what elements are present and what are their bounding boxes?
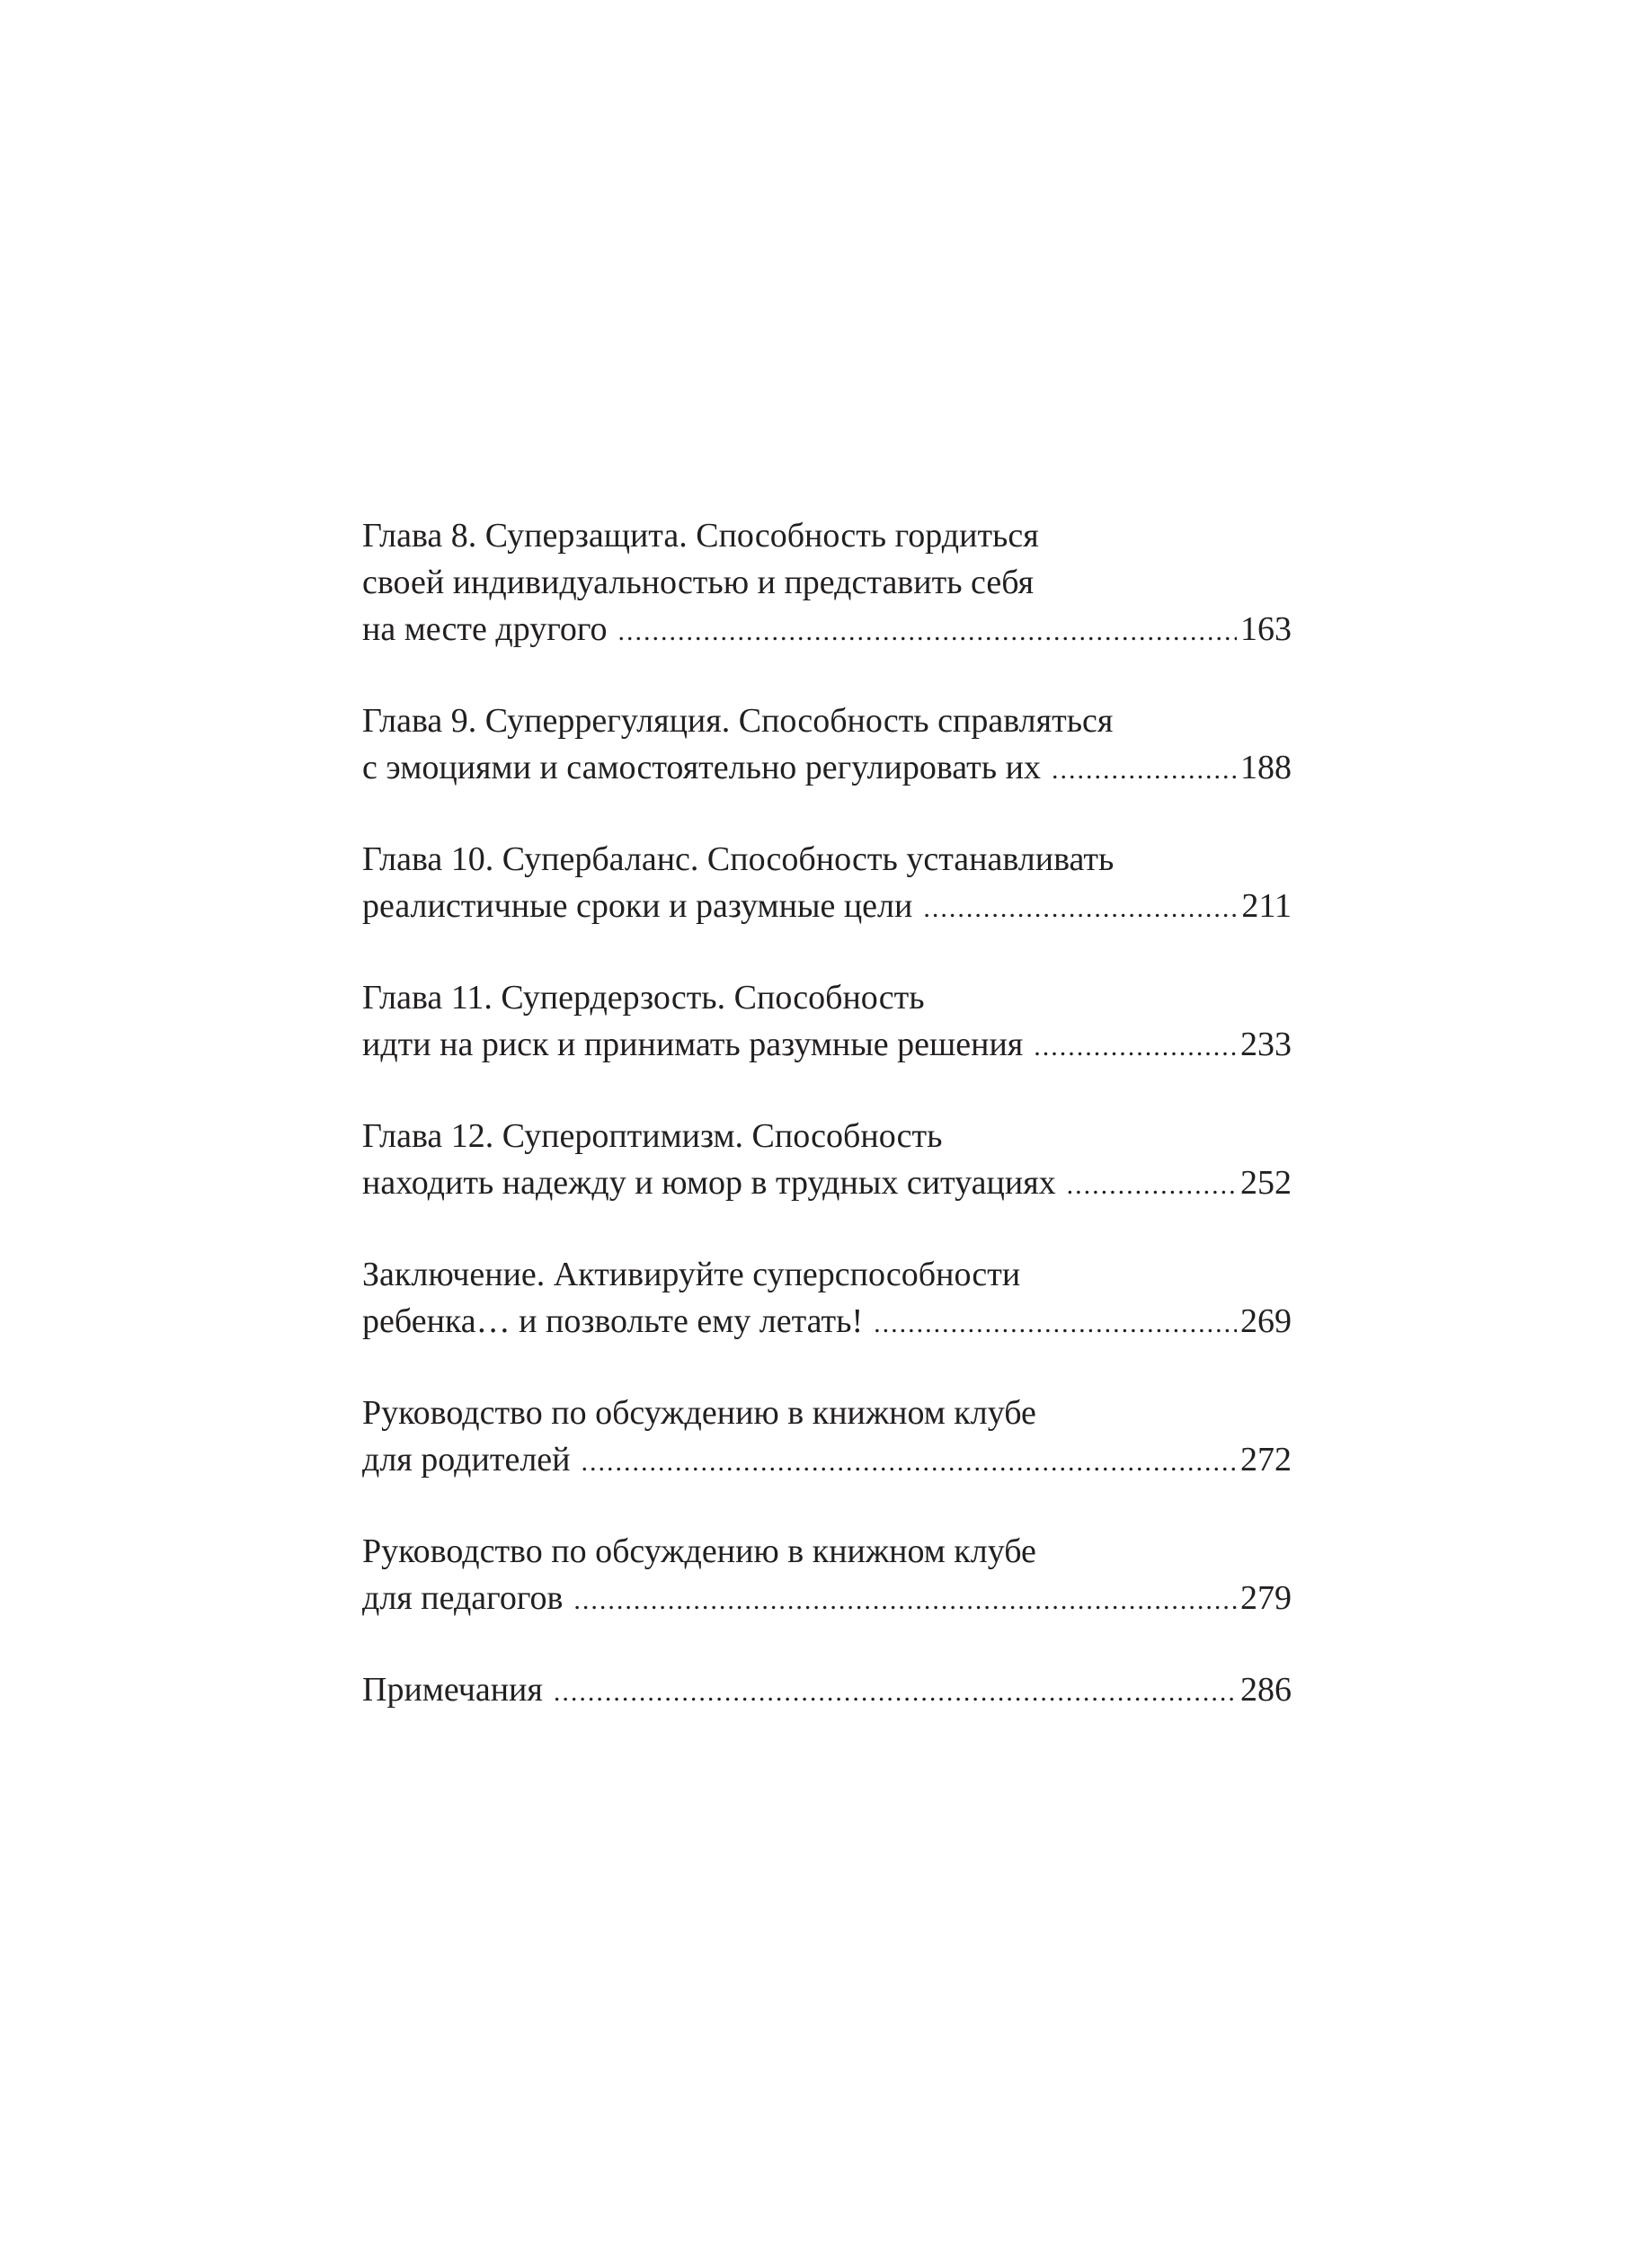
dot-leader	[582, 1439, 1238, 1486]
toc-entry-text: на месте другого	[362, 610, 608, 648]
toc-entry-text: Руководство по обсуждению в книжном клубе	[362, 1394, 1036, 1432]
toc-entry-text: реалистичные сроки и разумные цели	[362, 887, 913, 925]
toc-page-number: 188	[1240, 749, 1292, 786]
dot-leader	[1067, 1162, 1237, 1209]
toc-entry-last-line	[362, 606, 1292, 653]
toc-entry-line	[362, 559, 1292, 606]
toc-entry-text: Глава 12. Супероптимизм. Способность	[362, 1117, 943, 1155]
toc-entry-text: для родителей	[362, 1441, 571, 1479]
toc-entry-line	[362, 512, 1292, 559]
toc-entry-line	[362, 836, 1292, 883]
toc-entry-text: Глава 8. Суперзащита. Способность гордиться	[362, 517, 1039, 555]
toc-page-number: 286	[1240, 1671, 1292, 1709]
toc-entry-line	[362, 1251, 1292, 1298]
toc-entry-last-line	[362, 883, 1292, 929]
dot-leader	[874, 1301, 1237, 1347]
toc-entry-chapter-9[interactable]	[362, 697, 1292, 791]
toc-entry-chapter-10[interactable]	[362, 836, 1292, 929]
toc-entry-last-line	[362, 1021, 1292, 1068]
toc-entry-chapter-11[interactable]	[362, 974, 1292, 1068]
toc-entry-text: Глава 10. Супербаланс. Способность устанавливать	[362, 840, 1115, 878]
toc-entry-parents-guide[interactable]	[362, 1390, 1292, 1483]
toc-page-number: 252	[1240, 1164, 1292, 1202]
toc-entry-chapter-12[interactable]	[362, 1113, 1292, 1206]
dot-leader	[1052, 747, 1237, 794]
toc-entry-text: своей индивидуальностью и представить себя	[362, 564, 1035, 601]
dot-leader	[573, 1577, 1237, 1624]
toc-entry-last-line	[362, 744, 1292, 791]
toc-page-number: 272	[1240, 1441, 1292, 1479]
toc-page-number: 233	[1240, 1026, 1292, 1063]
dot-leader	[923, 885, 1238, 932]
toc-entry-last-line	[362, 1666, 1292, 1713]
toc-page-number: 163	[1240, 610, 1292, 648]
dot-leader	[1034, 1024, 1237, 1070]
toc-page-number: 211	[1241, 887, 1292, 925]
toc-entry-line	[362, 974, 1292, 1021]
toc-entry-text: находить надежду и юмор в трудных ситуациях	[362, 1164, 1056, 1202]
toc-entry-text: Заключение. Активируйте суперспособности	[362, 1256, 1021, 1293]
toc-entry-teachers-guide[interactable]	[362, 1528, 1292, 1621]
toc-entry-last-line	[362, 1436, 1292, 1483]
toc-entry-text: Руководство по обсуждению в книжном клубе	[362, 1532, 1036, 1570]
toc-entry-line	[362, 697, 1292, 744]
toc-entry-line	[362, 1390, 1292, 1436]
dot-leader	[618, 608, 1237, 655]
toc-page-number: 269	[1240, 1302, 1292, 1340]
toc-entry-last-line	[362, 1298, 1292, 1345]
toc-entry-text: для педагогов	[362, 1579, 564, 1617]
toc-entry-line	[362, 1528, 1292, 1575]
toc-entry-line	[362, 1113, 1292, 1159]
toc-entry-conclusion[interactable]	[362, 1251, 1292, 1345]
toc-entry-text: идти на риск и принимать разумные решения	[362, 1026, 1024, 1063]
toc-entry-text: с эмоциями и самостоятельно регулировать их	[362, 749, 1041, 786]
toc-entry-text: Примечания	[362, 1671, 543, 1709]
toc-entry-text: Глава 9. Суперрегуляция. Способность справляться	[362, 702, 1114, 740]
table-of-contents	[362, 512, 1292, 1758]
toc-entry-last-line	[362, 1159, 1292, 1206]
dot-leader	[554, 1669, 1237, 1716]
toc-entry-text: ребенка… и позвольте ему летать!	[362, 1302, 864, 1340]
toc-entry-notes[interactable]	[362, 1666, 1292, 1713]
toc-entry-chapter-8[interactable]	[362, 512, 1292, 653]
toc-entry-text: Глава 11. Супердерзость. Способность	[362, 979, 925, 1017]
toc-entry-last-line	[362, 1575, 1292, 1621]
toc-page-number: 279	[1240, 1579, 1292, 1617]
